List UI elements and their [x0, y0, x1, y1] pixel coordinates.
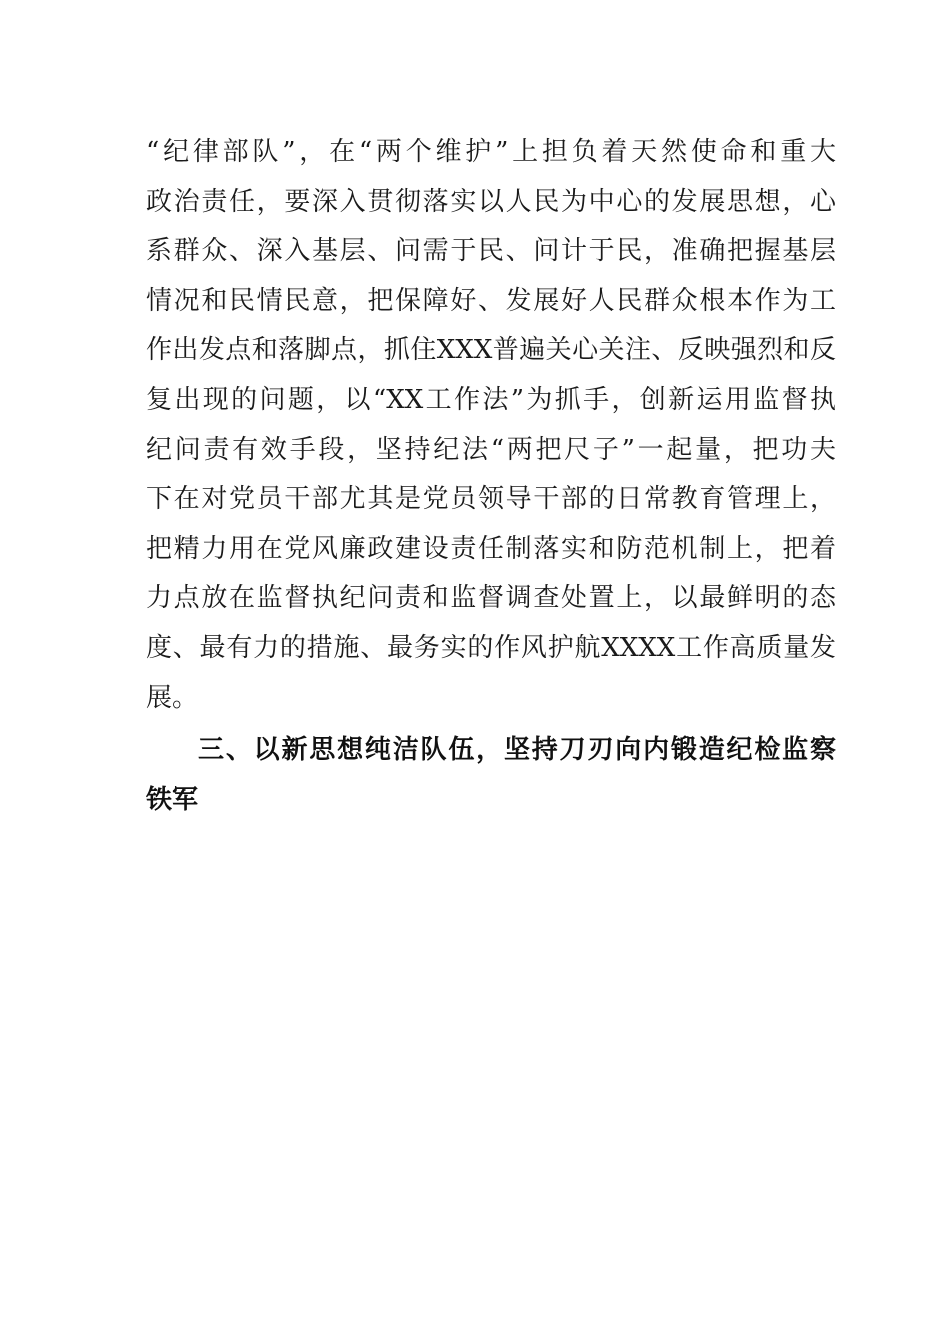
heading-line: 三、以新思想纯洁队伍，坚持刀刃向内锻造纪检监察	[198, 735, 836, 765]
paragraph-line: 情况和民情民意，把保障好、发展好人民群众根本作为工	[146, 285, 836, 316]
paragraph-line: 力点放在监督执纪问责和监督调查处置上，以最鲜明的态	[146, 583, 836, 614]
section-heading	[146, 726, 836, 825]
paragraph-line: 作出发点和落脚点，抓住XXX普遍关心关注、反映强烈和反	[146, 335, 836, 366]
paragraph-line: 纪问责有效手段，坚持纪法“两把尺子”一起量，把功夫	[146, 434, 836, 465]
paragraph-line: 系群众、深入基层、问需于民、问计于民，准确把握基层	[146, 236, 836, 267]
paragraph-line: 复出现的问题，以“XX工作法”为抓手，创新运用监督执	[146, 384, 836, 415]
paragraph-line: 把精力用在党风廉政建设责任制落实和防范机制上，把着	[146, 533, 836, 564]
paragraph-line: 展。	[146, 682, 199, 713]
body-paragraph	[146, 128, 836, 723]
paragraph-line: 政治责任，要深入贯彻落实以人民为中心的发展思想，心	[146, 186, 836, 217]
paragraph-line: 下在对党员干部尤其是党员领导干部的日常教育管理上，	[146, 484, 836, 515]
paragraph-line: “纪律部队”，在“两个维护”上担负着天然使命和重大	[146, 137, 836, 167]
paragraph-line: 度、最有力的措施、最务实的作风护航XXXX工作高质量发	[146, 632, 836, 663]
heading-line: 铁军	[146, 784, 199, 815]
